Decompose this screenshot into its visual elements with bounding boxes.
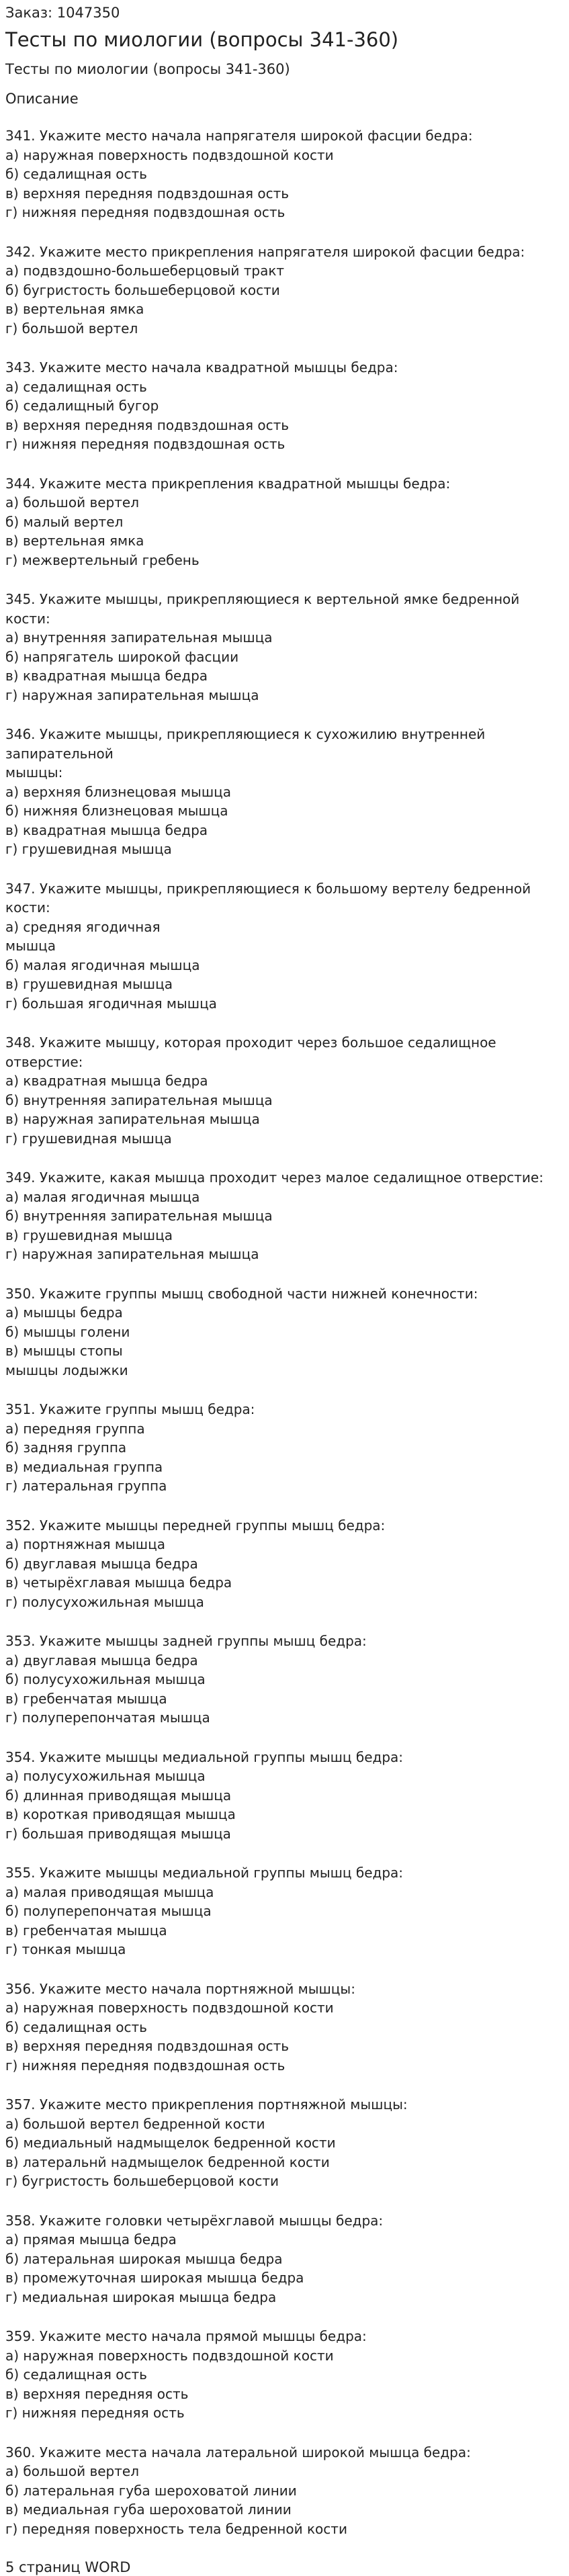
answer-option: в) мышцы стопы <box>5 1343 123 1359</box>
answer-option: в) наружная запирательная мышца <box>5 1111 260 1127</box>
answer-option: б) полуперепончатая мышца <box>5 1903 212 1919</box>
answer-option: в) вертельная ямка <box>5 533 144 549</box>
question-block <box>5 126 564 222</box>
answer-option: а) наружная поверхность подвздошной кости <box>5 146 334 163</box>
question-block <box>5 2443 564 2539</box>
answer-option: а) седалищная ость <box>5 378 147 395</box>
answer-option: г) большой вертел <box>5 320 138 337</box>
answer-option: а) квадратная мышца бедра <box>5 1073 208 1089</box>
question-block <box>5 1168 564 1264</box>
answer-option: б) внутренняя запирательная мышца <box>5 1208 273 1224</box>
question-block <box>5 1400 564 1496</box>
answer-option: б) медиальный надмыщелок бедренной кости <box>5 2135 336 2151</box>
answer-option: а) передняя группа <box>5 1420 145 1437</box>
answer-option: а) подвздошно-большеберцовый тракт <box>5 263 285 279</box>
answer-option: а) портняжная мышца <box>5 1536 165 1552</box>
question-block <box>5 1748 564 1844</box>
question-block <box>5 1863 564 1959</box>
answer-option: г) полуперепончатая мышца <box>5 1709 210 1726</box>
question-text: 351. Укажите группы мышц бедра: <box>5 1401 255 1417</box>
answer-option: в) верхняя передняя подвздошная ость <box>5 185 290 202</box>
answer-option: б) бугристость большеберцовой кости <box>5 281 280 298</box>
answer-option: б) задняя группа <box>5 1439 127 1456</box>
answer-option: г) наружная запирательная мышца <box>5 686 259 703</box>
answer-option: г) грушевидная мышца <box>5 841 172 857</box>
answer-option: г) большая приводящая мышца <box>5 1825 231 1842</box>
question-text: 360. Укажите места начала латеральной широкой мышца бедра: <box>5 2444 471 2460</box>
answer-option: г) нижняя передняя подвздошная ость <box>5 2057 286 2074</box>
question-text: 347. Укажите мышцы, прикрепляющиеся к большому вертелу бедренной кости: <box>5 880 535 916</box>
answer-option: г) нижняя передняя подвздошная ость <box>5 436 286 452</box>
answer-option: г) межвертельный гребень <box>5 551 200 568</box>
answer-option: б) мышцы голени <box>5 1323 130 1340</box>
answer-option: мышцы лодыжки <box>5 1362 128 1378</box>
answer-option: а) большой вертел <box>5 2463 139 2479</box>
answer-option: в) латеральнй надмыщелок бедренной кости <box>5 2153 330 2170</box>
answer-option: в) четырёхглавая мышца бедра <box>5 1574 232 1591</box>
answer-option: б) нижняя близнецовая мышца <box>5 803 228 819</box>
question-text: 357. Укажите место прикрепления портняжной мышцы: <box>5 2096 408 2113</box>
question-block <box>5 242 564 339</box>
answer-option: г) медиальная широкая мышца бедра <box>5 2289 277 2305</box>
description-heading: Описание <box>5 91 79 107</box>
answer-option: в) промежуточная широкая мышца бедра <box>5 2270 304 2286</box>
answer-option: в) медиальная группа <box>5 1458 163 1475</box>
question-block <box>5 2095 564 2191</box>
answer-option: г) передняя поверхность тела бедренной кости <box>5 2520 347 2537</box>
answer-option: а) большой вертел <box>5 494 139 510</box>
answer-option: в) гребенчатая мышца <box>5 1690 167 1707</box>
answer-option: б) латеральная широкая мышца бедра <box>5 2250 283 2267</box>
answer-option: а) верхняя близнецовая мышца <box>5 783 231 800</box>
answer-option: б) малый вертел <box>5 513 124 530</box>
answer-option: б) двуглавая мышца бедра <box>5 1555 198 1572</box>
question-text: 348. Укажите мышцу, которая проходит через большое седалищное отверстие: <box>5 1034 500 1070</box>
answer-option: а) мышцы бедра <box>5 1304 123 1321</box>
answer-option: б) латеральная губа шероховатой линии <box>5 2482 297 2499</box>
answer-option: в) верхняя передняя ость <box>5 2385 189 2402</box>
question-text: 354. Укажите мышцы медиальной группы мышц бедра: <box>5 1748 404 1765</box>
answer-option: г) латеральная группа <box>5 1478 167 1494</box>
question-list <box>5 126 564 2538</box>
answer-option: б) седалищная ость <box>5 166 147 182</box>
question-text: 344. Укажите места прикрепления квадратной мышцы бедра: <box>5 475 451 492</box>
question-block <box>5 1516 564 1612</box>
question-text: 353. Укажите мышцы задней группы мышц бедра: <box>5 1633 367 1649</box>
question-block <box>5 358 564 454</box>
question-block <box>5 2211 564 2307</box>
question-text: 359. Укажите место начала прямой мышцы бедра: <box>5 2328 367 2344</box>
answer-option: в) короткая приводящая мышца <box>5 1806 236 1822</box>
answer-option: б) седалищная ость <box>5 2366 147 2383</box>
answer-option: в) гребенчатая мышца <box>5 1922 167 1939</box>
answer-option: в) грушевидная мышца <box>5 1227 173 1243</box>
answer-option: б) малая ягодичная мышца <box>5 957 200 973</box>
answer-option: а) большой вертел бедренной кости <box>5 2115 265 2132</box>
answer-option: г) полусухожильная мышца <box>5 1593 204 1610</box>
answer-option: г) бугристость большеберцовой кости <box>5 2173 279 2189</box>
answer-option: в) верхняя передняя подвздошная ость <box>5 2038 290 2054</box>
answer-option: б) внутренняя запирательная мышца <box>5 1092 273 1108</box>
question-block <box>5 474 564 570</box>
answer-option: в) медиальная губа шероховатой линии <box>5 2501 292 2518</box>
question-text: 358. Укажите головки четырёхглавой мышцы бедра: <box>5 2212 384 2229</box>
question-text: 350. Укажите группы мышц свободной части нижней конечности: <box>5 1285 478 1302</box>
answer-option: в) грушевидная мышца <box>5 976 173 992</box>
answer-option: г) грушевидная мышца <box>5 1130 172 1147</box>
order-number: Заказ: 1047350 <box>5 5 120 21</box>
question-block <box>5 2327 564 2423</box>
answer-option: в) квадратная мышца бедра <box>5 668 208 684</box>
answer-option: г) нижняя передняя подвздошная ость <box>5 204 286 220</box>
answer-option: б) полусухожильная мышца <box>5 1671 206 1687</box>
answer-option: а) средняя ягодичная мышца <box>5 918 161 954</box>
answer-option: б) седалищная ость <box>5 2018 147 2035</box>
question-block <box>5 1284 564 1380</box>
answer-option: а) прямая мышца бедра <box>5 2231 177 2248</box>
question-text: 341. Укажите место начала напрягателя широкой фасции бедра: <box>5 128 473 144</box>
question-text: 356. Укажите место начала портняжной мышцы: <box>5 1980 355 1997</box>
question-text: 343. Укажите место начала квадратной мышцы бедра: <box>5 359 398 375</box>
question-block <box>5 1632 564 1728</box>
question-block <box>5 590 564 705</box>
answer-option: а) наружная поверхность подвздошной кости <box>5 2347 334 2364</box>
question-text: 346. Укажите мышцы, прикрепляющиеся к сухожилию внутренней запирательной мышцы: <box>5 726 486 781</box>
answer-option: б) седалищный бугор <box>5 398 159 414</box>
question-text: 355. Укажите мышцы медиальной группы мышц бедра: <box>5 1865 404 1881</box>
question-block <box>5 1033 564 1148</box>
page-subtitle: Тесты по миологии (вопросы 341-360) <box>5 61 290 77</box>
answer-option: г) тонкая мышца <box>5 1941 126 1957</box>
page-count: 5 страниц WORD <box>5 2559 131 2575</box>
answer-option: г) наружная запирательная мышца <box>5 1246 259 1262</box>
answer-option: а) малая приводящая мышца <box>5 1883 214 1900</box>
question-block <box>5 879 564 1014</box>
answer-option: г) нижняя передняя ость <box>5 2405 185 2421</box>
answer-option: а) малая ягодичная мышца <box>5 1188 200 1205</box>
answer-option: в) вертельная ямка <box>5 301 144 317</box>
page-title: Тесты по миологии (вопросы 341-360) <box>5 28 399 51</box>
question-block <box>5 725 564 859</box>
answer-option: а) полусухожильная мышца <box>5 1768 206 1784</box>
answer-option: а) внутренняя запирательная мышца <box>5 629 273 646</box>
question-text: 349. Укажите, какая мышца проходит через малое седалищное отверстие: <box>5 1169 543 1186</box>
answer-option: в) верхняя передняя подвздошная ость <box>5 416 290 433</box>
answer-option: в) квадратная мышца бедра <box>5 821 208 838</box>
answer-option: а) двуглавая мышца бедра <box>5 1652 198 1669</box>
question-text: 345. Укажите мышцы, прикрепляющиеся к вертельной ямке бедренной кости: <box>5 591 524 627</box>
answer-option: г) большая ягодичная мышца <box>5 995 217 1012</box>
question-text: 352. Укажите мышцы передней группы мышц бедра: <box>5 1517 386 1534</box>
answer-option: а) наружная поверхность подвздошной кости <box>5 2000 334 2016</box>
answer-option: б) длинная приводящая мышца <box>5 1787 232 1804</box>
question-block <box>5 1980 564 2076</box>
question-text: 342. Укажите место прикрепления напрягателя широкой фасции бедра: <box>5 243 525 260</box>
answer-option: б) напрягатель широкой фасции <box>5 648 239 665</box>
